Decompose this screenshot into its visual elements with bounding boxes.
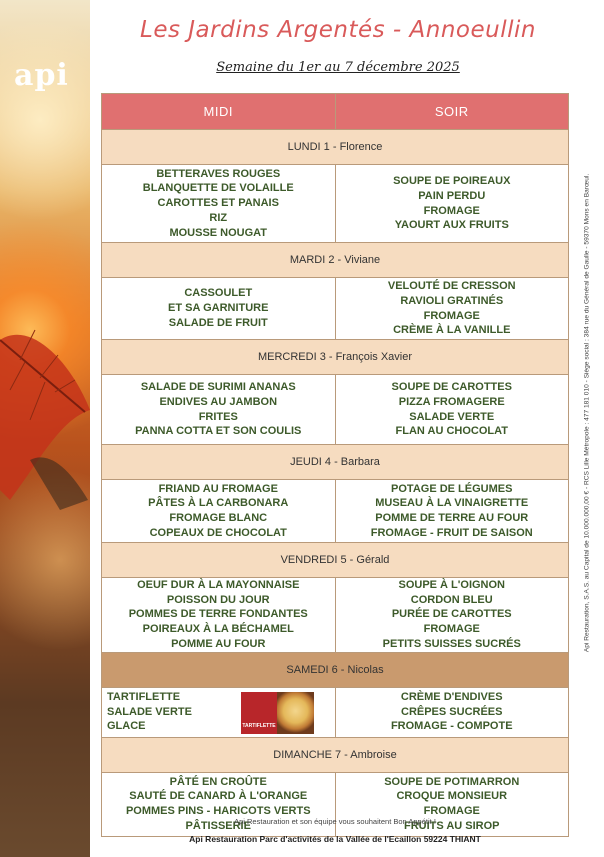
dish-item: RAVIOLI GRATINÉS [400,294,504,307]
dish-item: FROMAGE [423,204,480,217]
dish-item: POMME AU FOUR [171,637,266,650]
soir-meal-cell [335,578,569,653]
soir-dish-list [336,578,569,652]
dish-item: PIZZA FROMAGERE [398,395,505,408]
dish-item: SOUPE DE CAROTTES [391,381,512,394]
dish-item: SOUPE DE POTIMARRON [384,775,520,788]
soir-dish-list [336,380,569,439]
dish-item: CROQUE MONSIEUR [396,790,508,803]
day-row [102,445,569,480]
midi-meal-cell [102,165,336,243]
day-label: MERCREDI 3 - François Xavier [102,340,569,375]
dish-item: POMMES PINS - HARICOTS VERTS [125,805,311,818]
dish-item: PÂTISSERIE [185,819,251,832]
midi-meal-cell [102,687,336,737]
dish-item: SOUPE DE POIREAUX [393,175,511,188]
meal-row [102,687,569,737]
meal-row [102,165,569,243]
menu-header-row [102,94,569,130]
dish-item: POMME DE TERRE AU FOUR [375,512,529,524]
dish-item: POTAGE DE LÉGUMES [391,482,513,495]
day-row [102,652,569,687]
midi-dish-list [102,578,335,652]
day-row [102,243,569,278]
day-row [102,340,569,375]
tartiflette-dish-image [277,692,314,734]
dish-item: FRIAND AU FROMAGE [158,482,278,495]
dish-item: SALADE VERTE [107,705,192,718]
day-label: SAMEDI 6 - Nicolas [102,652,569,687]
dish-item: SOUPE À L'OIGNON [398,579,505,591]
dish-item: TARTIFLETTE [107,690,181,703]
dish-item: YAOURT AUX FRUITS [394,219,509,232]
dish-item: CRÊPES SUCRÉES [401,705,503,718]
midi-meal-cell [102,772,336,836]
soir-meal-cell [335,772,569,836]
midi-dish-list [102,482,335,541]
midi-dish-list [102,380,335,439]
dish-item: SAUTÉ DE CANARD À L'ORANGE [129,790,308,803]
day-row [102,543,569,578]
midi-meal-cell [102,375,336,445]
dish-item: PÂTÉ EN CROÛTE [169,775,267,788]
dish-item: PÂTES À LA CARBONARA [148,497,289,510]
page-title: Les Jardins Argentés - Annoeullin [140,17,536,43]
meal-row [102,578,569,653]
soir-meal-cell [335,687,569,737]
soir-meal-cell [335,375,569,445]
dish-item: FROMAGE - FRUIT DE SAISON [370,526,533,539]
dish-item: BLANQUETTE DE VOLAILLE [142,182,294,195]
midi-meal-cell [102,578,336,653]
midi-meal-cell [102,480,336,543]
soir-dish-list [336,279,569,338]
soir-meal-cell [335,278,569,340]
soir-dish-list [336,690,569,734]
column-soir: SOIR [335,94,569,130]
dish-item: POIREAUX À LA BÉCHAMEL [142,623,294,636]
meal-row [102,772,569,836]
dish-item: FLAN AU CHOCOLAT [395,425,508,438]
day-row [102,130,569,165]
dish-item: PURÉE DE CAROTTES [391,608,512,621]
soir-dish-list [336,174,569,233]
dish-item: FROMAGE [423,623,480,636]
soir-meal-cell [335,165,569,243]
soir-dish-list [336,482,569,541]
meal-row [102,480,569,543]
day-label: DIMANCHE 7 - Ambroise [102,737,569,772]
dish-item: COPEAUX DE CHOCOLAT [149,526,287,539]
dish-item: FROMAGE - COMPOTE [390,720,513,733]
day-row [102,737,569,772]
midi-dish-list [102,286,335,330]
api-logo: api [14,58,69,93]
dish-item: SALADE DE FRUIT [168,316,268,329]
dish-item: CORDON BLEU [410,593,493,606]
day-label: MARDI 2 - Viviane [102,243,569,278]
midi-meal-cell [102,278,336,340]
dish-item: FRUITS AU SIROP [403,819,500,832]
dish-item: SALADE DE SURIMI ANANAS [140,381,296,394]
day-label: VENDREDI 5 - Gérald [102,543,569,578]
dish-item: VELOUTÉ DE CRESSON [387,280,516,293]
dish-item: FROMAGE BLANC [169,512,268,524]
dish-item: SALADE VERTE [409,410,495,423]
legal-mention [580,93,594,733]
dish-item: MOUSSE NOUGAT [169,226,268,239]
midi-dish-list [102,167,335,241]
autumn-leaf-photo [0,0,90,857]
dish-item: ET SA GARNITURE [168,302,269,315]
tartiflette-box-label: TARTIFLETTE [241,692,277,734]
footer-wish: Api Restauration et son équipe vous souhaitent Bon Appétit ! [234,817,436,826]
dish-item: PAIN PERDU [418,189,486,202]
meal-row [102,278,569,340]
dish-item: POISSON DU JOUR [166,593,270,606]
dish-item: CAROTTES ET PANAIS [157,197,279,210]
dish-item: CRÈME D'ENDIVES [400,690,503,703]
dish-item: GLACE [107,720,146,733]
dish-item: CASSOULET [184,287,253,300]
dish-item: FROMAGE [423,309,480,322]
meal-row [102,375,569,445]
day-label: JEUDI 4 - Barbara [102,445,569,480]
dish-item: FRITES [198,410,238,423]
dish-item: MUSEAU À LA VINAIGRETTE [375,497,529,510]
dish-item: PETITS SUISSES SUCRÉS [382,637,521,650]
dish-item: OEUF DUR À LA MAYONNAISE [137,579,300,591]
weekly-menu-table [101,93,569,837]
legal-text: Api Restauration, S.A.S. au Capital de 10.000.000,00 € - RCS Lille Métropole : 477 181 010 - Siège social : 384 rue du Général de Gaulle - 59370 Mons en Barœul. [583,173,591,653]
day-label: LUNDI 1 - Florence [102,130,569,165]
dish-item: CRÈME À LA VANILLE [393,324,511,337]
column-midi: MIDI [102,94,336,130]
tartiflette-photo [241,692,314,734]
dish-item: RIZ [209,211,228,224]
dish-item: FROMAGE [423,805,480,818]
dish-item: PANNA COTTA ET SON COULIS [135,425,302,438]
leaf-illustration [0,300,90,510]
footer-address: Api Restauration Parc d'activités de la Vallée de l'Ecaillon 59224 THIANT [189,834,481,844]
dish-item: ENDIVES AU JAMBON [159,395,278,408]
dish-item: BETTERAVES ROUGES [156,167,281,180]
dish-item: POMMES DE TERRE FONDANTES [128,608,308,621]
week-subtitle: Semaine du 1er au 7 décembre 2025 [216,60,460,75]
soir-meal-cell [335,480,569,543]
